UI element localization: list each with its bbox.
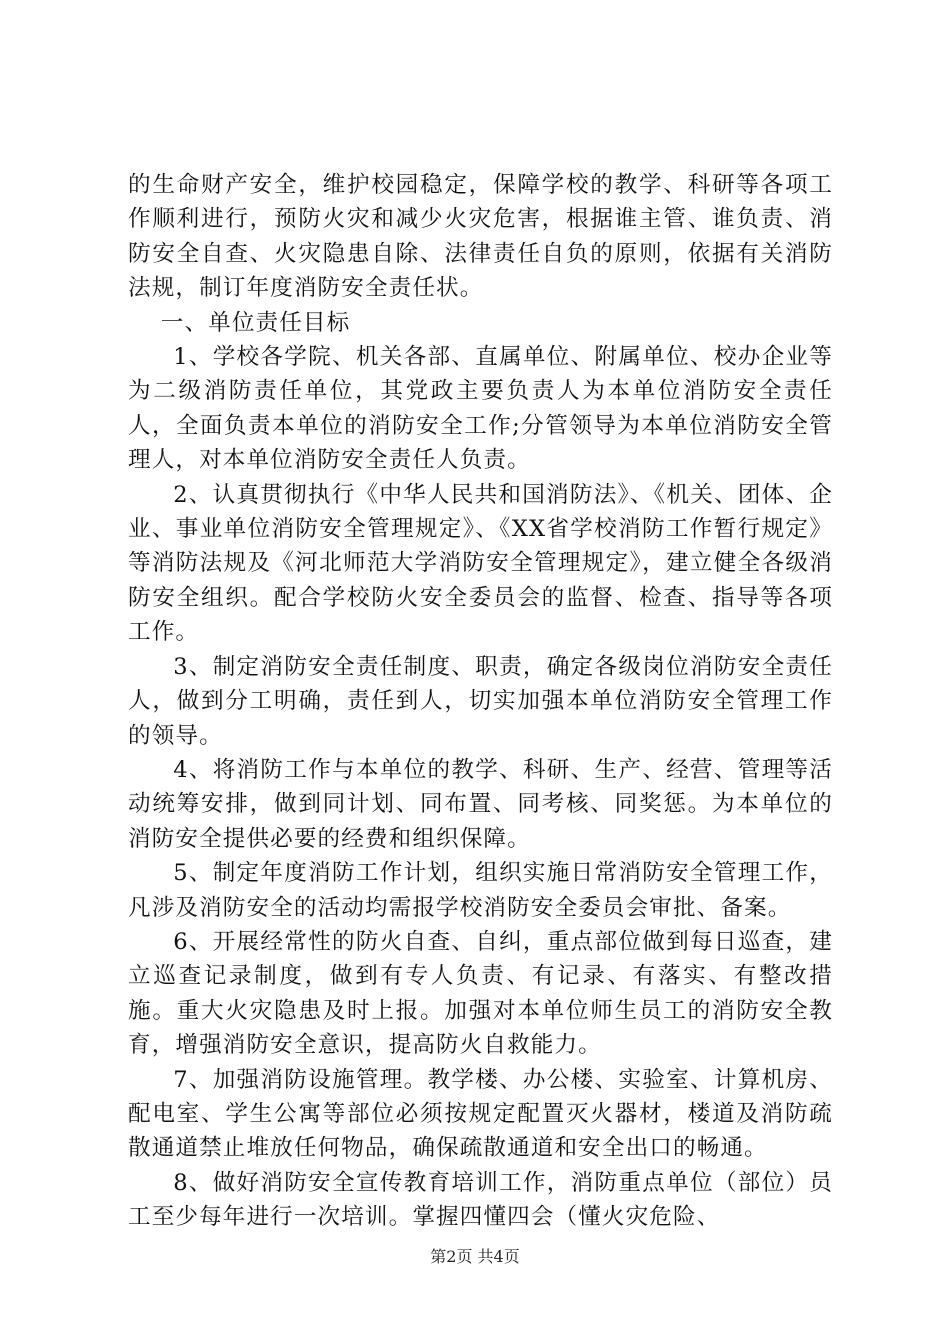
document-body xyxy=(128,168,833,1235)
paragraph-item-1: 1、学校各学院、机关各部、直属单位、附属单位、校办企业等为二级消防责任单位，其党政主要负责人为本单位消防安全责任人，全面负责本单位的消防安全工作;分管领导为本单位消防安全管理人，对本单位消防安全责任人负责。 xyxy=(128,344,833,474)
paragraph-item-8: 8、做好消防安全宣传教育培训工作，消防重点单位（部位）员工至少每年进行一次培训。掌握四懂四会（懂火灾危险、 xyxy=(128,1169,833,1231)
paragraph-item-6: 6、开展经常性的防火自查、自纠，重点部位做到每日巡查，建立巡查记录制度，做到有专人负责、有记录、有落实、有整改措施。重大火灾隐患及时上报。加强对本单位师生员工的消防安全教育，增强消防安全意识，提高防火自救能力。 xyxy=(128,928,833,1059)
paragraph-item-5: 5、制定年度消防工作计划，组织实施日常消防安全管理工作，凡涉及消防安全的活动均需报学校消防安全委员会审批、备案。 xyxy=(128,860,833,921)
paragraph-intro: 的生命财产安全，维护校园稳定，保障学校的教学、科研等各项工作顺利进行，预防火灾和减少火灾危害，根据谁主管、谁负责、消防安全自查、火灾隐患自除、法律责任自负的原则，依据有关消防法规，制订年度消防安全责任状。 xyxy=(128,172,833,302)
paragraph-item-4: 4、将消防工作与本单位的教学、科研、生产、经营、管理等活动统筹安排，做到同计划、同布置、同考核、同奖惩。为本单位的消防安全提供必要的经费和组织保障。 xyxy=(128,756,833,852)
paragraph-item-2: 2、认真贯彻执行《中华人民共和国消防法》、《机关、团体、企业、事业单位消防安全管理规定》、《XX省学校消防工作暂行规定》等消防法规及《河北师范大学消防安全管理规定》，建立健全各级消防安全组织。配合学校防火安全委员会的监督、检查、指导等各项工作。 xyxy=(128,481,833,646)
paragraph-item-3: 3、制定消防安全责任制度、职责，确定各级岗位消防安全责任人，做到分工明确，责任到人，切实加强本单位消防安全管理工作的领导。 xyxy=(128,653,833,749)
paragraph-item-7: 7、加强消防设施管理。教学楼、办公楼、实验室、计算机房、配电室、学生公寓等部位必须按规定配置灭火器材，楼道及消防疏散通道禁止堆放任何物品，确保疏散通道和安全出口的畅通。 xyxy=(128,1066,833,1162)
page-footer: 第2页 共4页 xyxy=(430,1247,520,1266)
section-heading: 一、单位责任目标 xyxy=(160,309,351,336)
